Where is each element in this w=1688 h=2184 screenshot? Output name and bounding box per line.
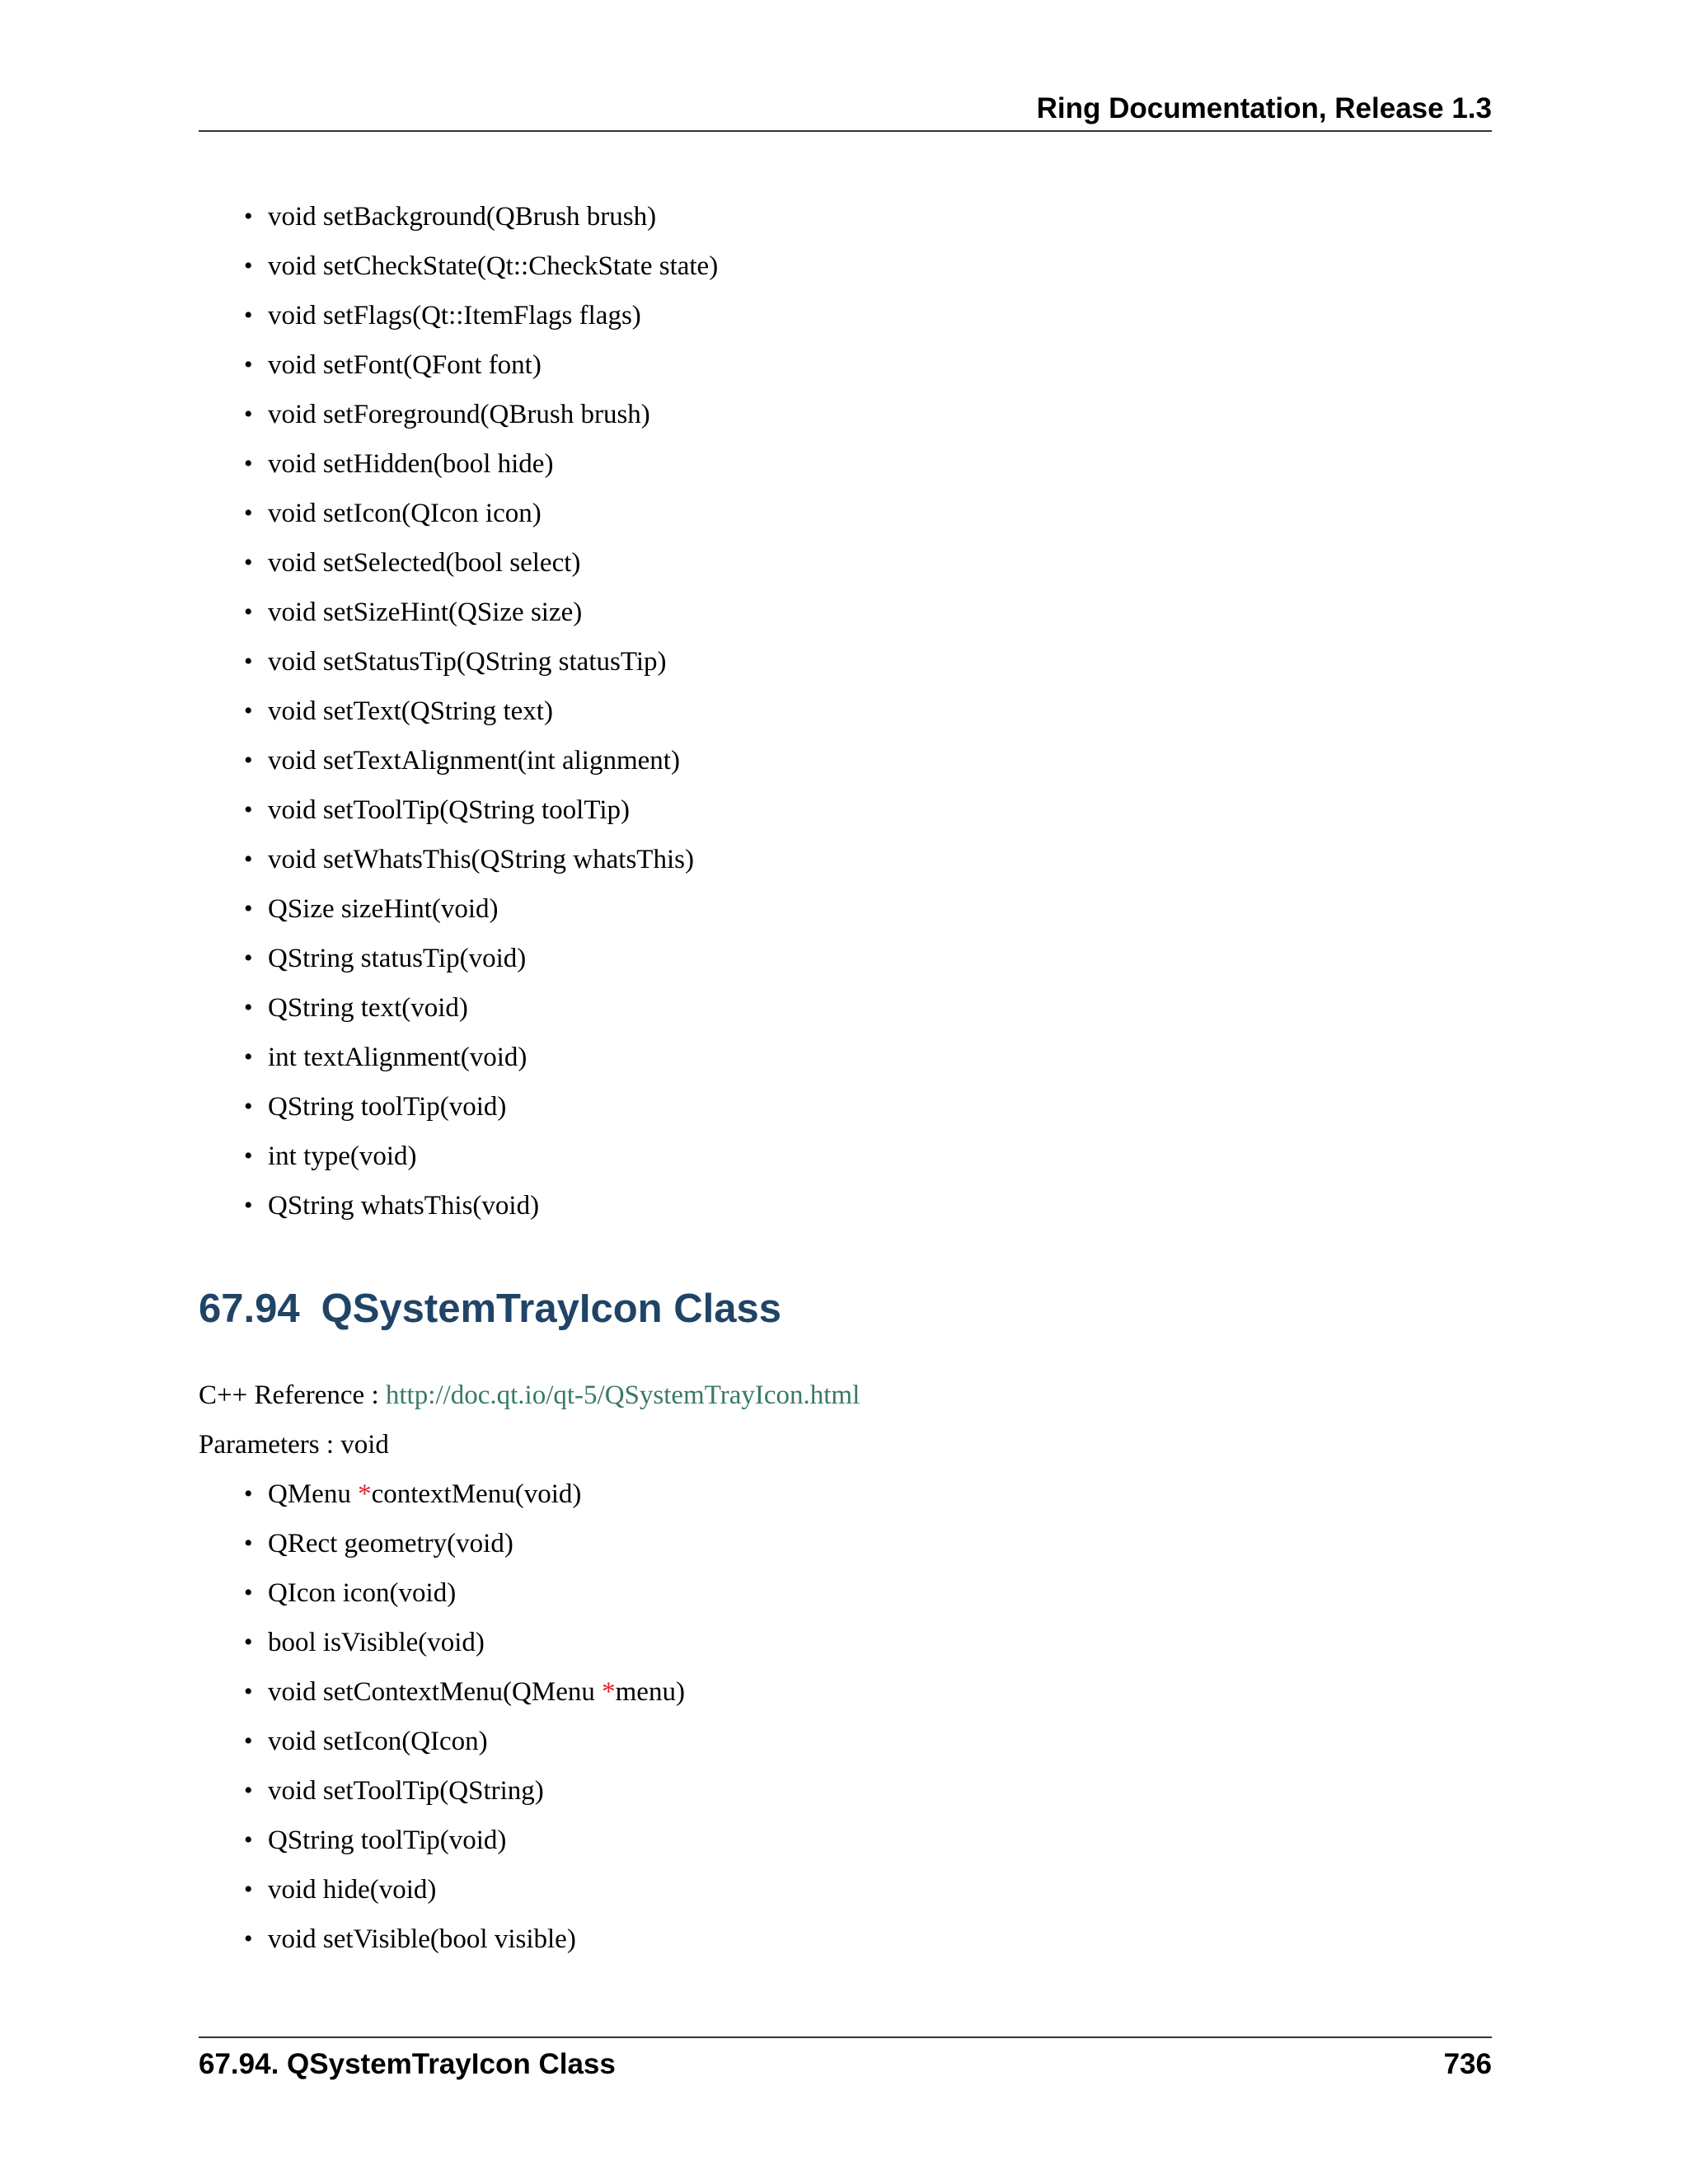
method-signature-rest: contextMenu(void) [371, 1479, 582, 1509]
bullet-icon: • [244, 598, 253, 626]
method-signature: void setIcon(QIcon icon) [268, 499, 542, 528]
method-signature: void setTextAlignment(int alignment) [268, 746, 680, 776]
page-footer [199, 2036, 1492, 2088]
method-signature: void setSelected(bool select) [268, 548, 581, 578]
bullet-icon: • [244, 1925, 253, 1952]
list-item [199, 888, 718, 938]
bullet-icon: • [244, 450, 253, 477]
bullet-icon: • [244, 1777, 253, 1804]
section-heading [199, 1284, 781, 1333]
bullet-icon: • [244, 994, 253, 1021]
method-list-qsystemtrayicon [199, 1474, 685, 1968]
section-number: 67.94 [199, 1286, 300, 1331]
list-item [199, 938, 718, 987]
bullet-icon: • [244, 747, 253, 774]
method-signature: QRect geometry(void) [268, 1529, 513, 1558]
list-item [199, 443, 718, 493]
list-item [199, 691, 718, 740]
bullet-icon: • [244, 302, 253, 329]
method-signature: void hide(void) [268, 1875, 437, 1905]
bullet-icon: • [244, 1142, 253, 1169]
page-number: 736 [1443, 2048, 1492, 2080]
method-signature: void setHidden(bool hide) [268, 449, 554, 479]
bullet-icon: • [244, 1678, 253, 1705]
bullet-icon: • [244, 351, 253, 378]
method-signature: void setSizeHint(QSize size) [268, 598, 583, 627]
list-item [199, 1919, 685, 1968]
list-item [199, 740, 718, 790]
bullet-icon: • [244, 796, 253, 823]
bullet-icon: • [244, 1530, 253, 1557]
list-item [199, 790, 718, 839]
list-item [199, 592, 718, 641]
method-signature: void setBackground(QBrush brush) [268, 202, 657, 232]
list-item [199, 1136, 718, 1185]
method-signature: void setContextMenu(QMenu [268, 1677, 603, 1707]
list-item [199, 1185, 718, 1235]
method-signature-rest: menu) [615, 1677, 685, 1707]
method-signature: void setCheckState(Qt::CheckState state) [268, 251, 719, 281]
method-signature: void setFlags(Qt::ItemFlags flags) [268, 301, 641, 330]
bullet-icon: • [244, 203, 253, 230]
method-signature: void setToolTip(QString toolTip) [268, 795, 631, 825]
method-signature: void setFont(QFont font) [268, 350, 542, 380]
footer-section-title: 67.94. QSystemTrayIcon Class [199, 2048, 616, 2080]
method-signature: void setText(QString text) [268, 696, 553, 726]
bullet-icon: • [244, 499, 253, 527]
parameters-line: Parameters : void [199, 1430, 389, 1460]
bullet-icon: • [244, 1727, 253, 1755]
method-signature: int textAlignment(void) [268, 1043, 528, 1072]
method-signature: void setVisible(bool visible) [268, 1924, 576, 1954]
list-item [199, 246, 718, 295]
bullet-icon: • [244, 549, 253, 576]
method-signature: int type(void) [268, 1141, 417, 1171]
document-title: Ring Documentation, Release 1.3 [1036, 92, 1492, 124]
bullet-icon: • [244, 1093, 253, 1120]
list-item [199, 1671, 685, 1721]
method-list-previous-class [199, 196, 718, 1235]
cpp-reference [199, 1375, 860, 1416]
method-signature: bool isVisible(void) [268, 1628, 485, 1657]
method-signature: QIcon icon(void) [268, 1578, 457, 1608]
method-signature: void setStatusTip(QString statusTip) [268, 647, 667, 677]
list-item [199, 394, 718, 443]
bullet-icon: • [244, 1043, 253, 1071]
list-item [199, 1037, 718, 1086]
pointer-star: * [602, 1677, 616, 1707]
method-signature: QString statusTip(void) [268, 944, 527, 973]
method-signature: QSize sizeHint(void) [268, 894, 499, 924]
list-item [199, 1474, 685, 1523]
method-signature: QString toolTip(void) [268, 1092, 507, 1122]
cpp-reference-link[interactable]: http://doc.qt.io/qt-5/QSystemTrayIcon.html [385, 1380, 860, 1410]
page-header [199, 92, 1492, 132]
bullet-icon: • [244, 895, 253, 922]
list-item [199, 344, 718, 394]
list-item [199, 987, 718, 1037]
bullet-icon: • [244, 1480, 253, 1507]
pointer-star: * [358, 1479, 372, 1509]
list-item [199, 196, 718, 246]
list-item [199, 295, 718, 344]
method-signature: QString toolTip(void) [268, 1825, 507, 1855]
bullet-icon: • [244, 846, 253, 873]
list-item [199, 1086, 718, 1136]
method-signature: void setForeground(QBrush brush) [268, 400, 650, 429]
bullet-icon: • [244, 944, 253, 972]
list-item [199, 1869, 685, 1919]
list-item [199, 1770, 685, 1820]
list-item [199, 1820, 685, 1869]
method-signature: QString whatsThis(void) [268, 1191, 540, 1221]
bullet-icon: • [244, 1579, 253, 1606]
bullet-icon: • [244, 1192, 253, 1219]
list-item [199, 1572, 685, 1622]
bullet-icon: • [244, 697, 253, 724]
list-item [199, 493, 718, 542]
bullet-icon: • [244, 1876, 253, 1903]
bullet-icon: • [244, 401, 253, 428]
list-item [199, 1721, 685, 1770]
bullet-icon: • [244, 648, 253, 675]
method-signature: QString text(void) [268, 993, 468, 1023]
bullet-icon: • [244, 252, 253, 279]
method-signature: QMenu [268, 1479, 359, 1509]
list-item [199, 839, 718, 888]
list-item [199, 542, 718, 592]
method-signature: void setToolTip(QString) [268, 1776, 544, 1806]
method-signature: void setIcon(QIcon) [268, 1727, 488, 1756]
list-item [199, 641, 718, 691]
section-title: QSystemTrayIcon Class [321, 1286, 781, 1331]
list-item [199, 1622, 685, 1671]
method-signature: void setWhatsThis(QString whatsThis) [268, 845, 694, 874]
bullet-icon: • [244, 1826, 253, 1854]
bullet-icon: • [244, 1629, 253, 1656]
list-item [199, 1523, 685, 1572]
cpp-reference-label: C++ Reference : [199, 1380, 386, 1410]
